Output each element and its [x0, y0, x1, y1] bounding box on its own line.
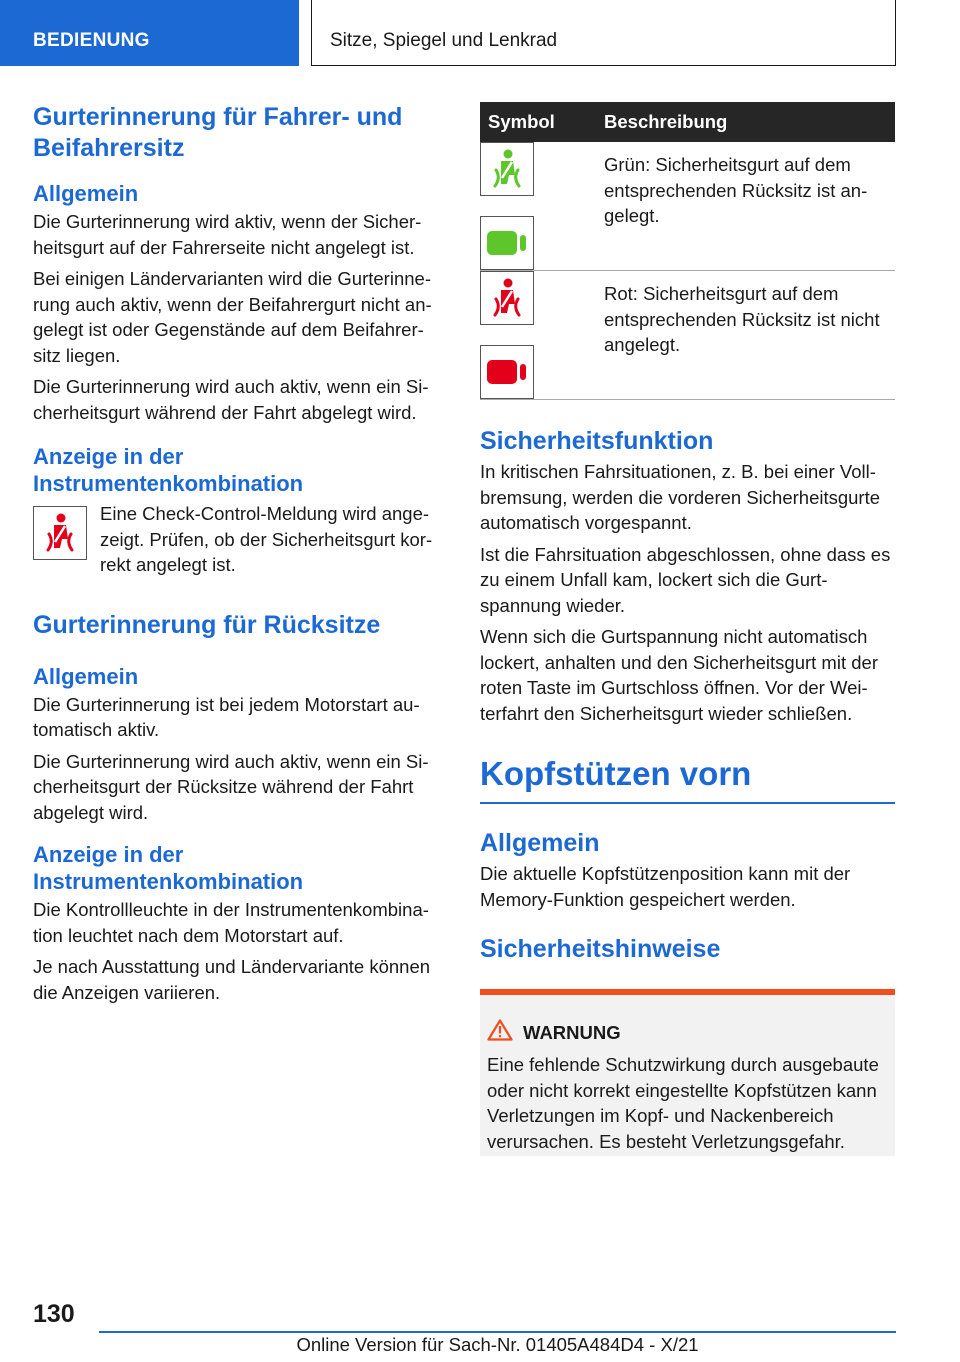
- page-header: [0, 0, 960, 66]
- description-text: Rot: Sicherheitsgurt auf dem entsprechenden Rücksitz ist nicht angelegt.: [604, 283, 880, 355]
- table-row: [480, 271, 895, 400]
- symbol-cell: [480, 271, 604, 400]
- seatbelt-icon: [480, 142, 534, 196]
- paragraph: Die Gurterinnerung wird auch aktiv, wenn ein Sicherheitsgurt während der Fahrt abgelegt wird.: [33, 376, 429, 423]
- description-cell: [604, 271, 895, 400]
- paragraph: Die Gurterinnerung ist bei jedem Motorstart automatisch aktiv.: [33, 693, 420, 740]
- page-number: 130: [33, 1300, 75, 1328]
- paragraph: Die Gurterinnerung wird aktiv, wenn der Sicherheitsgurt auf der Fahrerseite nicht angelegt ist.: [33, 211, 422, 258]
- front-seatbelt-reminder-title: Gurterinnerung für Fahrer- und Beifahrersitz: [33, 103, 403, 162]
- paragraph: In kritischen Fahrsituationen, z. B. bei einer Vollbremsung, werden die vorderen Sicherheitsgurte automatisch vorgespannt.: [480, 461, 881, 533]
- rear-seatbelt-reminder-title: Gurterinnerung für Rücksitze: [33, 610, 381, 639]
- check-control-text: Eine Check-Control-Meldung wird angezeigt. Prüfen, ob der Sicherheitsgurt korrekt angelegt ist.: [100, 503, 433, 575]
- general-heading: Allgemein: [33, 181, 139, 206]
- table-header-description: Beschreibung: [604, 102, 895, 142]
- seatbelt-warning-icon: [33, 506, 87, 560]
- headrest-title: Kopfstützen vorn: [480, 754, 895, 804]
- display-heading: Anzeige in der Instrumentenkombination: [33, 842, 304, 894]
- display-heading: Anzeige in der Instrumentenkombination: [33, 444, 304, 496]
- seat-indicator-icon: [480, 216, 534, 270]
- left-column: [33, 102, 445, 1005]
- check-control-row: [33, 501, 445, 578]
- warning-box: [480, 989, 895, 1156]
- paragraph: Je nach Ausstattung und Ländervariante können die Anzeigen variieren.: [33, 956, 431, 1003]
- paragraph: Bei einigen Ländervarianten wird die Gurterinnerung auch aktiv, wenn der Beifahrergurt nicht angelegt ist oder Gegenstände auf dem Beifahrersitz liegen.: [33, 268, 432, 366]
- warning-header: [487, 1019, 887, 1046]
- chapter-title: Sitze, Spiegel und Lenkrad: [311, 0, 896, 66]
- general-heading: Allgemein: [33, 663, 139, 689]
- warning-triangle-icon: [487, 1019, 513, 1046]
- table-row: [480, 142, 895, 271]
- headrest-general-heading: Allgemein: [480, 829, 600, 857]
- description-text: Grün: Sicherheitsgurt auf dem entsprechenden Rücksitz ist angelegt.: [604, 154, 868, 226]
- safety-function-title: Sicherheitsfunktion: [480, 427, 714, 455]
- paragraph: Die Kontrollleuchte in der Instrumentenkombination leuchtet nach dem Motorstart auf.: [33, 899, 429, 946]
- safety-notes-heading: Sicherheitshinweise: [480, 935, 721, 963]
- symbol-cell: [480, 142, 604, 271]
- description-cell: [604, 142, 895, 271]
- paragraph: Die aktuelle Kopfstützenposition kann mit der Memory-Funktion gespeichert werden.: [480, 863, 851, 910]
- section-label: BEDIENUNG: [0, 0, 299, 66]
- online-version-text: Online Version für Sach-Nr. 01405A484D4 - X/21: [296, 1334, 699, 1355]
- warning-label: WARNUNG: [523, 1021, 621, 1043]
- warning-text: Eine fehlende Schutzwirkung durch ausgebaute oder nicht korrekt eingestellte Kopfstützen kann Verletzungen im Kopf- und Nackenbereich verursachen. Es besteht Verletzungsgefahr.: [487, 1054, 879, 1152]
- seatbelt-icon: [480, 271, 534, 325]
- paragraph: Wenn sich die Gurtspannung nicht automatisch lockert, anhalten und den Sicherheitsgurt mit der roten Taste im Gurtschloss öffnen. Vor der Weiterfahrt den Sicherheitsgurt wieder schließen.: [480, 626, 878, 724]
- symbol-table: [480, 102, 895, 400]
- right-column: [480, 102, 895, 1156]
- paragraph: Die Gurterinnerung wird auch aktiv, wenn ein Sicherheitsgurt der Rücksitze während der Fahrt abgelegt wird.: [33, 750, 429, 823]
- paragraph: Ist die Fahrsituation abgeschlossen, ohne dass es zu einem Unfall kam, lockert sich die Gurtspannung wieder.: [480, 543, 891, 616]
- seat-indicator-icon: [480, 345, 534, 399]
- table-header-symbol: Symbol: [480, 102, 604, 142]
